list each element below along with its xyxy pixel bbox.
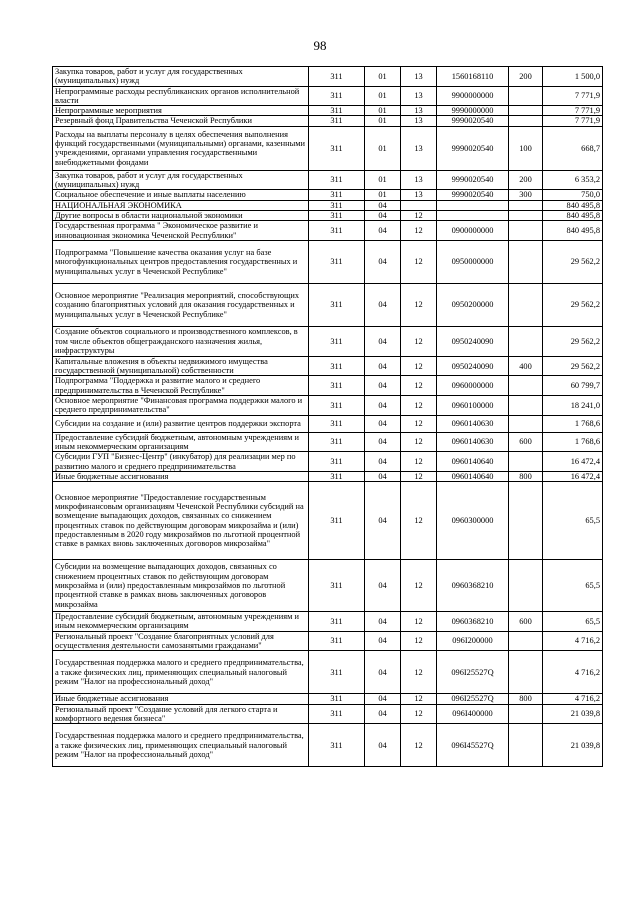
table-row	[53, 200, 603, 210]
cell-pr: 12	[401, 471, 437, 481]
cell-rz: 04	[365, 283, 401, 326]
cell-rz: 04	[365, 200, 401, 210]
cell-pr: 12	[401, 356, 437, 376]
cell-ved: 311	[309, 651, 365, 694]
table-row	[53, 376, 603, 396]
table-row	[53, 221, 603, 241]
cell-name: Капитальные вложения в объекты недвижимого имущества государственной (муниципальной) собственности	[53, 356, 309, 376]
cell-csr: 0960000000	[437, 376, 509, 396]
cell-rz: 04	[365, 210, 401, 220]
cell-sum: 29 562,2	[543, 356, 603, 376]
table-row	[53, 356, 603, 376]
cell-pr: 12	[401, 452, 437, 472]
cell-ved: 311	[309, 694, 365, 704]
cell-ved: 311	[309, 396, 365, 416]
table-row	[53, 704, 603, 724]
table-row	[53, 116, 603, 126]
cell-csr: 096I200000	[437, 631, 509, 651]
cell-vr	[509, 724, 543, 767]
cell-vr	[509, 326, 543, 356]
cell-sum: 29 562,2	[543, 283, 603, 326]
cell-rz: 04	[365, 396, 401, 416]
cell-csr: 0960140640	[437, 471, 509, 481]
cell-name: Субсидии на создание и (или) развитие центров поддержки экспорта	[53, 415, 309, 432]
cell-name: Закупка товаров, работ и услуг для государственных (муниципальных) нужд	[53, 170, 309, 190]
cell-pr: 12	[401, 240, 437, 283]
cell-vr	[509, 704, 543, 724]
cell-pr: 13	[401, 106, 437, 116]
cell-sum: 7 771,9	[543, 116, 603, 126]
cell-vr	[509, 452, 543, 472]
cell-pr: 12	[401, 651, 437, 694]
cell-pr: 12	[401, 560, 437, 612]
cell-sum: 4 716,2	[543, 631, 603, 651]
cell-csr	[437, 210, 509, 220]
cell-name: Иные бюджетные ассигнования	[53, 694, 309, 704]
cell-sum: 60 799,7	[543, 376, 603, 396]
table-row	[53, 326, 603, 356]
cell-sum: 29 562,2	[543, 326, 603, 356]
cell-ved: 311	[309, 432, 365, 452]
cell-sum: 668,7	[543, 126, 603, 170]
cell-rz: 04	[365, 724, 401, 767]
cell-rz: 01	[365, 126, 401, 170]
cell-csr: 0900000000	[437, 221, 509, 241]
cell-csr: 096I45527Q	[437, 724, 509, 767]
cell-name: Государственная поддержка малого и среднего предпринимательства, а также физических лиц, применяющих специальный налоговый режим "Налог на профессиональный доход"	[53, 651, 309, 694]
table-row	[53, 106, 603, 116]
cell-name: Региональный проект "Создание благоприятных условий для осуществления деятельности самозанятыми гражданами"	[53, 631, 309, 651]
cell-name: Основное мероприятие "Финансовая программа поддержки малого и среднего предпринимательства"	[53, 396, 309, 416]
cell-vr	[509, 283, 543, 326]
cell-sum: 7 771,9	[543, 106, 603, 116]
table-row	[53, 210, 603, 220]
cell-csr: 9990020540	[437, 170, 509, 190]
cell-vr	[509, 221, 543, 241]
cell-vr: 100	[509, 126, 543, 170]
table-row	[53, 67, 603, 87]
cell-pr: 13	[401, 170, 437, 190]
cell-rz: 01	[365, 116, 401, 126]
cell-sum: 4 716,2	[543, 694, 603, 704]
cell-vr	[509, 376, 543, 396]
cell-vr	[509, 240, 543, 283]
cell-vr	[509, 106, 543, 116]
cell-vr	[509, 415, 543, 432]
cell-name: Субсидии ГУП "Бизнес-Центр" (инкубатор) для реализации мер по развитию малого и среднего предпринимательства	[53, 452, 309, 472]
table-row	[53, 612, 603, 632]
cell-pr: 12	[401, 482, 437, 560]
cell-ved: 311	[309, 170, 365, 190]
cell-vr	[509, 631, 543, 651]
cell-name: Подпрограмма "Повышение качества оказания услуг на базе многофункциональных центров предоставления государственных и муниципальных услуг в Чеченской Республике"	[53, 240, 309, 283]
cell-pr: 13	[401, 190, 437, 200]
cell-rz: 04	[365, 415, 401, 432]
cell-sum: 1 768,6	[543, 432, 603, 452]
table-row	[53, 560, 603, 612]
cell-rz: 01	[365, 86, 401, 106]
cell-sum: 6 353,2	[543, 170, 603, 190]
cell-sum: 840 495,8	[543, 210, 603, 220]
cell-pr: 12	[401, 694, 437, 704]
table-row	[53, 170, 603, 190]
cell-ved: 311	[309, 221, 365, 241]
cell-name: Государственная поддержка малого и среднего предпринимательства, а также физических лиц, применяющих специальный налоговый режим "Налог на профессиональный доход"	[53, 724, 309, 767]
cell-csr: 0960368210	[437, 612, 509, 632]
cell-sum: 4 716,2	[543, 651, 603, 694]
cell-vr	[509, 560, 543, 612]
cell-vr: 600	[509, 612, 543, 632]
cell-vr	[509, 396, 543, 416]
cell-rz: 01	[365, 67, 401, 87]
cell-csr: 0950000000	[437, 240, 509, 283]
cell-sum: 29 562,2	[543, 240, 603, 283]
cell-vr: 400	[509, 356, 543, 376]
cell-sum: 750,0	[543, 190, 603, 200]
page-number: 98	[313, 38, 327, 53]
cell-csr: 0960140640	[437, 452, 509, 472]
cell-vr	[509, 86, 543, 106]
cell-name: Региональный проект "Создание условий для легкого старта и комфортного ведения бизнеса"	[53, 704, 309, 724]
cell-sum: 1 500,0	[543, 67, 603, 87]
cell-csr: 0960100000	[437, 396, 509, 416]
cell-ved: 311	[309, 631, 365, 651]
cell-vr: 800	[509, 694, 543, 704]
cell-sum: 840 495,8	[543, 200, 603, 210]
cell-csr: 0950240090	[437, 326, 509, 356]
cell-pr: 12	[401, 415, 437, 432]
cell-name: Предоставление субсидий бюджетным, автономным учреждениям и иным некоммерческим организациям	[53, 432, 309, 452]
cell-rz: 04	[365, 482, 401, 560]
table-row	[53, 724, 603, 767]
cell-rz: 04	[365, 376, 401, 396]
cell-pr: 12	[401, 376, 437, 396]
cell-pr	[401, 200, 437, 210]
cell-sum: 65,5	[543, 560, 603, 612]
cell-rz: 04	[365, 694, 401, 704]
cell-csr: 0960140630	[437, 415, 509, 432]
cell-rz: 04	[365, 704, 401, 724]
cell-pr: 12	[401, 221, 437, 241]
cell-csr: 096I25527Q	[437, 651, 509, 694]
cell-pr: 12	[401, 612, 437, 632]
table-row	[53, 432, 603, 452]
cell-csr: 0960140630	[437, 432, 509, 452]
cell-vr	[509, 210, 543, 220]
cell-vr: 300	[509, 190, 543, 200]
cell-vr	[509, 116, 543, 126]
cell-ved: 311	[309, 452, 365, 472]
cell-csr: 096I400000	[437, 704, 509, 724]
cell-sum: 65,5	[543, 612, 603, 632]
cell-csr: 9990020540	[437, 190, 509, 200]
table-row	[53, 471, 603, 481]
cell-pr: 12	[401, 704, 437, 724]
cell-ved: 311	[309, 326, 365, 356]
cell-pr: 13	[401, 67, 437, 87]
cell-pr: 12	[401, 283, 437, 326]
cell-ved: 311	[309, 612, 365, 632]
cell-name: Государственная программа " Экономическое развитие и инновационная экономика Чеченской Республики"	[53, 221, 309, 241]
cell-name: Предоставление субсидий бюджетным, автономным учреждениям и иным некоммерческим организациям	[53, 612, 309, 632]
cell-ved: 311	[309, 376, 365, 396]
cell-name: Субсидии на возмещение выпадающих доходов, связанных со снижением процентных ставок по действующим договорам микрозайма и (или) предоставленным микрозаймов по льготной процентной ставке в рамках вновь заключенных договоров микрозайма	[53, 560, 309, 612]
cell-vr	[509, 651, 543, 694]
cell-csr: 9900000000	[437, 86, 509, 106]
cell-ved: 311	[309, 200, 365, 210]
cell-csr: 0950240090	[437, 356, 509, 376]
cell-ved: 311	[309, 560, 365, 612]
cell-rz: 01	[365, 190, 401, 200]
cell-name: Социальное обеспечение и иные выплаты населению	[53, 190, 309, 200]
cell-name: НАЦИОНАЛЬНАЯ ЭКОНОМИКА	[53, 200, 309, 210]
cell-ved: 311	[309, 86, 365, 106]
cell-name: Расходы на выплаты персоналу в целях обеспечения выполнения функций государственными (муниципальными) органами, казенными учреждениями, органами управления государственными внебюджетными фондами	[53, 126, 309, 170]
table-row	[53, 86, 603, 106]
cell-ved: 311	[309, 471, 365, 481]
cell-csr: 0960300000	[437, 482, 509, 560]
cell-name: Основное мероприятие "Реализация мероприятий, способствующих созданию благоприятных условий для оказания государственных и муниципальных услуг в Чеченской Республике"	[53, 283, 309, 326]
cell-rz: 01	[365, 170, 401, 190]
table-row	[53, 651, 603, 694]
cell-vr: 600	[509, 432, 543, 452]
cell-name: Закупка товаров, работ и услуг для государственных (муниципальных) нужд	[53, 67, 309, 87]
cell-sum: 16 472,4	[543, 471, 603, 481]
cell-name: Непрограммные мероприятия	[53, 106, 309, 116]
cell-ved: 311	[309, 482, 365, 560]
cell-pr: 12	[401, 210, 437, 220]
cell-sum: 16 472,4	[543, 452, 603, 472]
cell-rz: 04	[365, 432, 401, 452]
cell-sum: 65,5	[543, 482, 603, 560]
table-row	[53, 396, 603, 416]
cell-pr: 13	[401, 126, 437, 170]
cell-csr: 0950200000	[437, 283, 509, 326]
cell-rz: 04	[365, 560, 401, 612]
budget-table	[52, 66, 603, 767]
cell-sum: 18 241,0	[543, 396, 603, 416]
cell-sum: 7 771,9	[543, 86, 603, 106]
cell-ved: 311	[309, 126, 365, 170]
cell-csr: 1560168110	[437, 67, 509, 87]
table-row	[53, 631, 603, 651]
table-row	[53, 190, 603, 200]
cell-rz: 04	[365, 612, 401, 632]
cell-ved: 311	[309, 724, 365, 767]
cell-pr: 13	[401, 86, 437, 106]
cell-vr	[509, 482, 543, 560]
cell-csr: 9990020540	[437, 116, 509, 126]
cell-pr: 13	[401, 116, 437, 126]
cell-ved: 311	[309, 356, 365, 376]
cell-pr: 12	[401, 326, 437, 356]
cell-rz: 04	[365, 651, 401, 694]
cell-rz: 04	[365, 221, 401, 241]
cell-name: Другие вопросы в области национальной экономики	[53, 210, 309, 220]
cell-pr: 12	[401, 631, 437, 651]
cell-sum: 1 768,6	[543, 415, 603, 432]
table-row	[53, 482, 603, 560]
cell-rz: 04	[365, 631, 401, 651]
cell-sum: 21 039,8	[543, 704, 603, 724]
cell-vr: 800	[509, 471, 543, 481]
cell-ved: 311	[309, 190, 365, 200]
cell-ved: 311	[309, 704, 365, 724]
table-row	[53, 694, 603, 704]
cell-rz: 04	[365, 452, 401, 472]
cell-sum: 21 039,8	[543, 724, 603, 767]
table-row	[53, 452, 603, 472]
cell-csr: 0960368210	[437, 560, 509, 612]
table-row	[53, 283, 603, 326]
cell-rz: 04	[365, 240, 401, 283]
cell-vr: 200	[509, 170, 543, 190]
cell-ved: 311	[309, 67, 365, 87]
cell-pr: 12	[401, 432, 437, 452]
cell-name: Подпрограмма "Поддержка и развитие малого и среднего предпринимательства в Чеченской Республике"	[53, 376, 309, 396]
cell-rz: 01	[365, 106, 401, 116]
cell-rz: 04	[365, 326, 401, 356]
cell-name: Непрограммные расходы республиканских органов исполнительной власти	[53, 86, 309, 106]
table-row	[53, 415, 603, 432]
cell-pr: 12	[401, 396, 437, 416]
cell-sum: 840 495,8	[543, 221, 603, 241]
cell-pr: 12	[401, 724, 437, 767]
cell-csr: 9990000000	[437, 106, 509, 116]
cell-csr: 9990020540	[437, 126, 509, 170]
cell-name: Резервный фонд Правительства Чеченской Республики	[53, 116, 309, 126]
cell-ved: 311	[309, 415, 365, 432]
cell-csr: 096I25527Q	[437, 694, 509, 704]
table-row	[53, 240, 603, 283]
cell-vr: 200	[509, 67, 543, 87]
budget-table-body	[53, 67, 603, 767]
cell-ved: 311	[309, 283, 365, 326]
cell-ved: 311	[309, 106, 365, 116]
cell-rz: 04	[365, 356, 401, 376]
table-row	[53, 126, 603, 170]
cell-name: Основное мероприятие "Предоставление государственным микрофинансовым организациям Чеченской Республики субсидий на возмещение выпадающих доходов, связанных со снижением процентных ставок по действующим договорам микрозайма и (или) предоставленным в 2020 году микрозаймов по льготной процентной ставке в рамках вновь заключенных договоров микрозайма"	[53, 482, 309, 560]
cell-ved: 311	[309, 116, 365, 126]
cell-name: Создание объектов социального и производственного комплексов, в том числе объектов общегражданского назначения жилья, инфраструктуры	[53, 326, 309, 356]
cell-vr	[509, 200, 543, 210]
cell-csr	[437, 200, 509, 210]
cell-rz: 04	[365, 471, 401, 481]
cell-ved: 311	[309, 210, 365, 220]
cell-name: Иные бюджетные ассигнования	[53, 471, 309, 481]
cell-ved: 311	[309, 240, 365, 283]
